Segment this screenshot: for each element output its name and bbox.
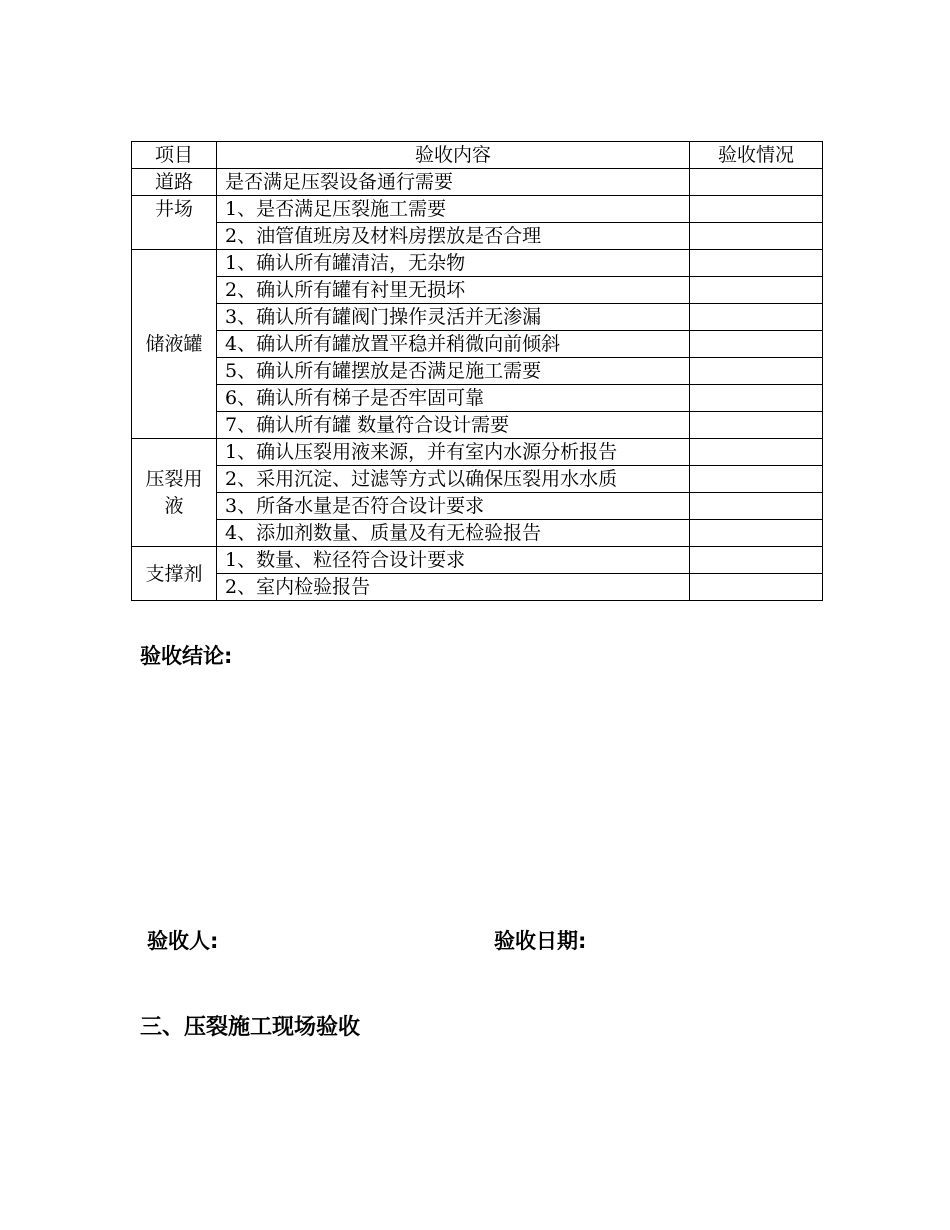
row-status-cell[interactable] bbox=[690, 466, 823, 493]
group-fluid bbox=[132, 439, 217, 547]
table-row bbox=[132, 277, 823, 304]
group-road: 道路 bbox=[132, 169, 217, 196]
group-wellsite: 井场 bbox=[132, 196, 217, 250]
row-content: 7、确认所有罐 数量符合设计需要 bbox=[217, 412, 690, 439]
row-status-cell[interactable] bbox=[690, 439, 823, 466]
row-status-cell[interactable] bbox=[690, 169, 823, 196]
row-content: 4、添加剂数量、质量及有无检验报告 bbox=[217, 520, 690, 547]
table-row bbox=[132, 520, 823, 547]
row-content: 2、油管值班房及材料房摆放是否合理 bbox=[217, 223, 690, 250]
row-content: 2、采用沉淀、过滤等方式以确保压裂用水水质 bbox=[217, 466, 690, 493]
row-status-cell[interactable] bbox=[690, 304, 823, 331]
table-row bbox=[132, 385, 823, 412]
table-row bbox=[132, 196, 823, 223]
table-row bbox=[132, 223, 823, 250]
group-fluid-label: 压裂用液 bbox=[145, 467, 203, 517]
row-content: 1、确认压裂用液来源，并有室内水源分析报告 bbox=[217, 439, 690, 466]
table-row bbox=[132, 304, 823, 331]
row-content: 1、确认所有罐清洁，无杂物 bbox=[217, 250, 690, 277]
header-item: 项目 bbox=[132, 142, 217, 169]
row-content: 5、确认所有罐摆放是否满足施工需要 bbox=[217, 358, 690, 385]
row-content: 2、确认所有罐有衬里无损坏 bbox=[217, 277, 690, 304]
table-row bbox=[132, 358, 823, 385]
header-status: 验收情况 bbox=[690, 142, 823, 169]
section-heading: 三、压裂施工现场验收 bbox=[140, 1015, 361, 1040]
row-status-cell[interactable] bbox=[690, 385, 823, 412]
row-status-cell[interactable] bbox=[690, 223, 823, 250]
row-status-cell[interactable] bbox=[690, 493, 823, 520]
row-content: 3、确认所有罐阀门操作灵活并无渗漏 bbox=[217, 304, 690, 331]
row-content: 1、数量、粒径符合设计要求 bbox=[217, 547, 690, 574]
row-content: 是否满足压裂设备通行需要 bbox=[217, 169, 690, 196]
row-status-cell[interactable] bbox=[690, 574, 823, 601]
row-content: 6、确认所有梯子是否牢固可靠 bbox=[217, 385, 690, 412]
acceptance-table bbox=[131, 141, 823, 601]
table-row bbox=[132, 439, 823, 466]
row-status-cell[interactable] bbox=[690, 547, 823, 574]
table-header-row bbox=[132, 142, 823, 169]
inspector-label: 验收人: bbox=[147, 929, 219, 953]
table-row bbox=[132, 493, 823, 520]
row-status-cell[interactable] bbox=[690, 412, 823, 439]
row-status-cell[interactable] bbox=[690, 277, 823, 304]
conclusion-label: 验收结论: bbox=[140, 644, 233, 668]
row-status-cell[interactable] bbox=[690, 250, 823, 277]
row-content: 1、是否满足压裂施工需要 bbox=[217, 196, 690, 223]
row-content: 2、室内检验报告 bbox=[217, 574, 690, 601]
table-row bbox=[132, 250, 823, 277]
table-row bbox=[132, 466, 823, 493]
row-status-cell[interactable] bbox=[690, 331, 823, 358]
table-row bbox=[132, 574, 823, 601]
row-status-cell[interactable] bbox=[690, 358, 823, 385]
row-status-cell[interactable] bbox=[690, 196, 823, 223]
row-content: 3、所备水量是否符合设计要求 bbox=[217, 493, 690, 520]
table-row bbox=[132, 169, 823, 196]
row-content: 4、确认所有罐放置平稳并稍微向前倾斜 bbox=[217, 331, 690, 358]
header-content: 验收内容 bbox=[217, 142, 690, 169]
table-row bbox=[132, 331, 823, 358]
group-tank: 储液罐 bbox=[132, 250, 217, 439]
row-status-cell[interactable] bbox=[690, 520, 823, 547]
table-row bbox=[132, 412, 823, 439]
table-row bbox=[132, 547, 823, 574]
group-proppant: 支撑剂 bbox=[132, 547, 217, 601]
date-label: 验收日期: bbox=[494, 929, 587, 953]
